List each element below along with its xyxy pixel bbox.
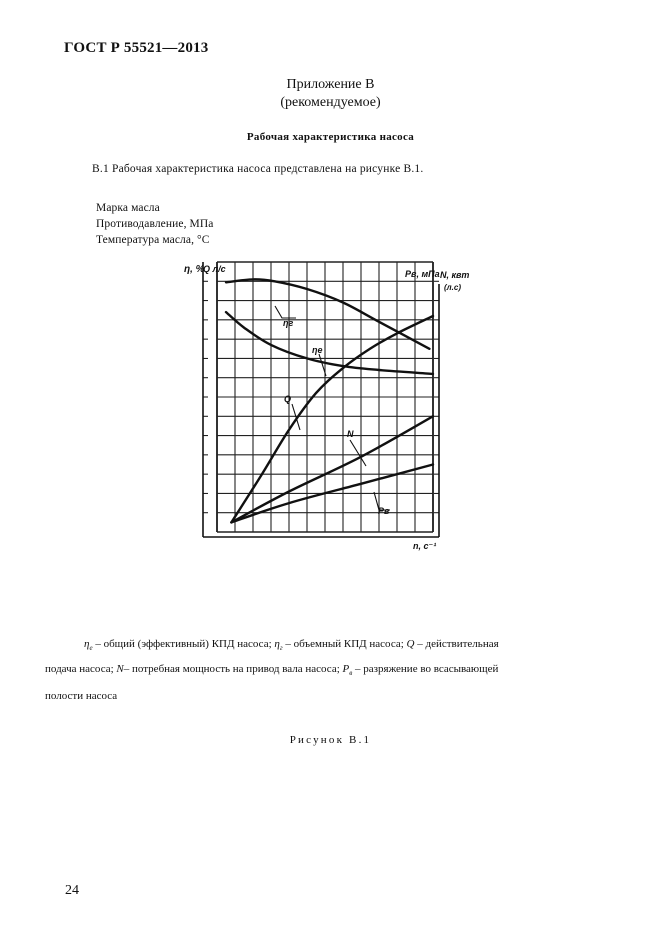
figure-label: Рисунок В.1 [289, 734, 372, 746]
y-axis-label-n-unit: (л.с) [444, 283, 461, 292]
caption-line-3: полости насоса [45, 690, 118, 702]
q-curve-label: Q [284, 394, 292, 404]
standard-code: ГОСТ Р 55521—2013 [64, 40, 209, 56]
y-axis-label-n: N, квт [440, 270, 470, 280]
chart-leaders [275, 306, 390, 510]
y-axis-label-q: Q л/с [203, 264, 226, 274]
chart-frame [203, 262, 439, 537]
body-paragraph: В.1 Рабочая характеристика насоса представлена на рисунке В.1. [92, 163, 424, 175]
chart-grid [217, 262, 433, 532]
page-number: 24 [65, 883, 79, 898]
x-axis-label: n, с⁻¹ [413, 541, 437, 551]
param-backpressure: Противодавление, МПа [96, 218, 214, 230]
y-axis-label-eta: η, % [184, 264, 205, 275]
caption-line-1: $\eta_е$ – общий (эффективный) КПД насоса; $\eta_г$ – объемный КПД насоса; Q – действительная [84, 638, 499, 653]
eta-g-curve [226, 279, 429, 348]
eta-g-curve-label: ηг [283, 318, 294, 328]
curve-leader-line [275, 306, 296, 318]
n-curve [231, 416, 433, 522]
param-oil-temperature: Температура масла, °С [96, 234, 210, 246]
n-curve-label: N [347, 429, 354, 439]
appendix-subtitle: (рекомендуемое) [280, 95, 381, 110]
eta-e-curve-label: ηe [312, 345, 323, 355]
chart-curves [226, 279, 433, 522]
y-axis-label-pv: Pв, мПа [405, 269, 440, 279]
appendix-title: Приложение В [286, 77, 375, 92]
param-oil-grade: Марка масла [96, 202, 160, 214]
caption-line-2: подача насоса; N– потребная мощность на привод вала насоса; $P_в$ – разряжение во всасывающей [45, 663, 499, 678]
section-title: Рабочая характеристика насоса [246, 131, 415, 143]
pv-curve-label: Pв [378, 506, 390, 516]
eta-e-curve [226, 312, 433, 374]
chart-labels [184, 264, 469, 551]
